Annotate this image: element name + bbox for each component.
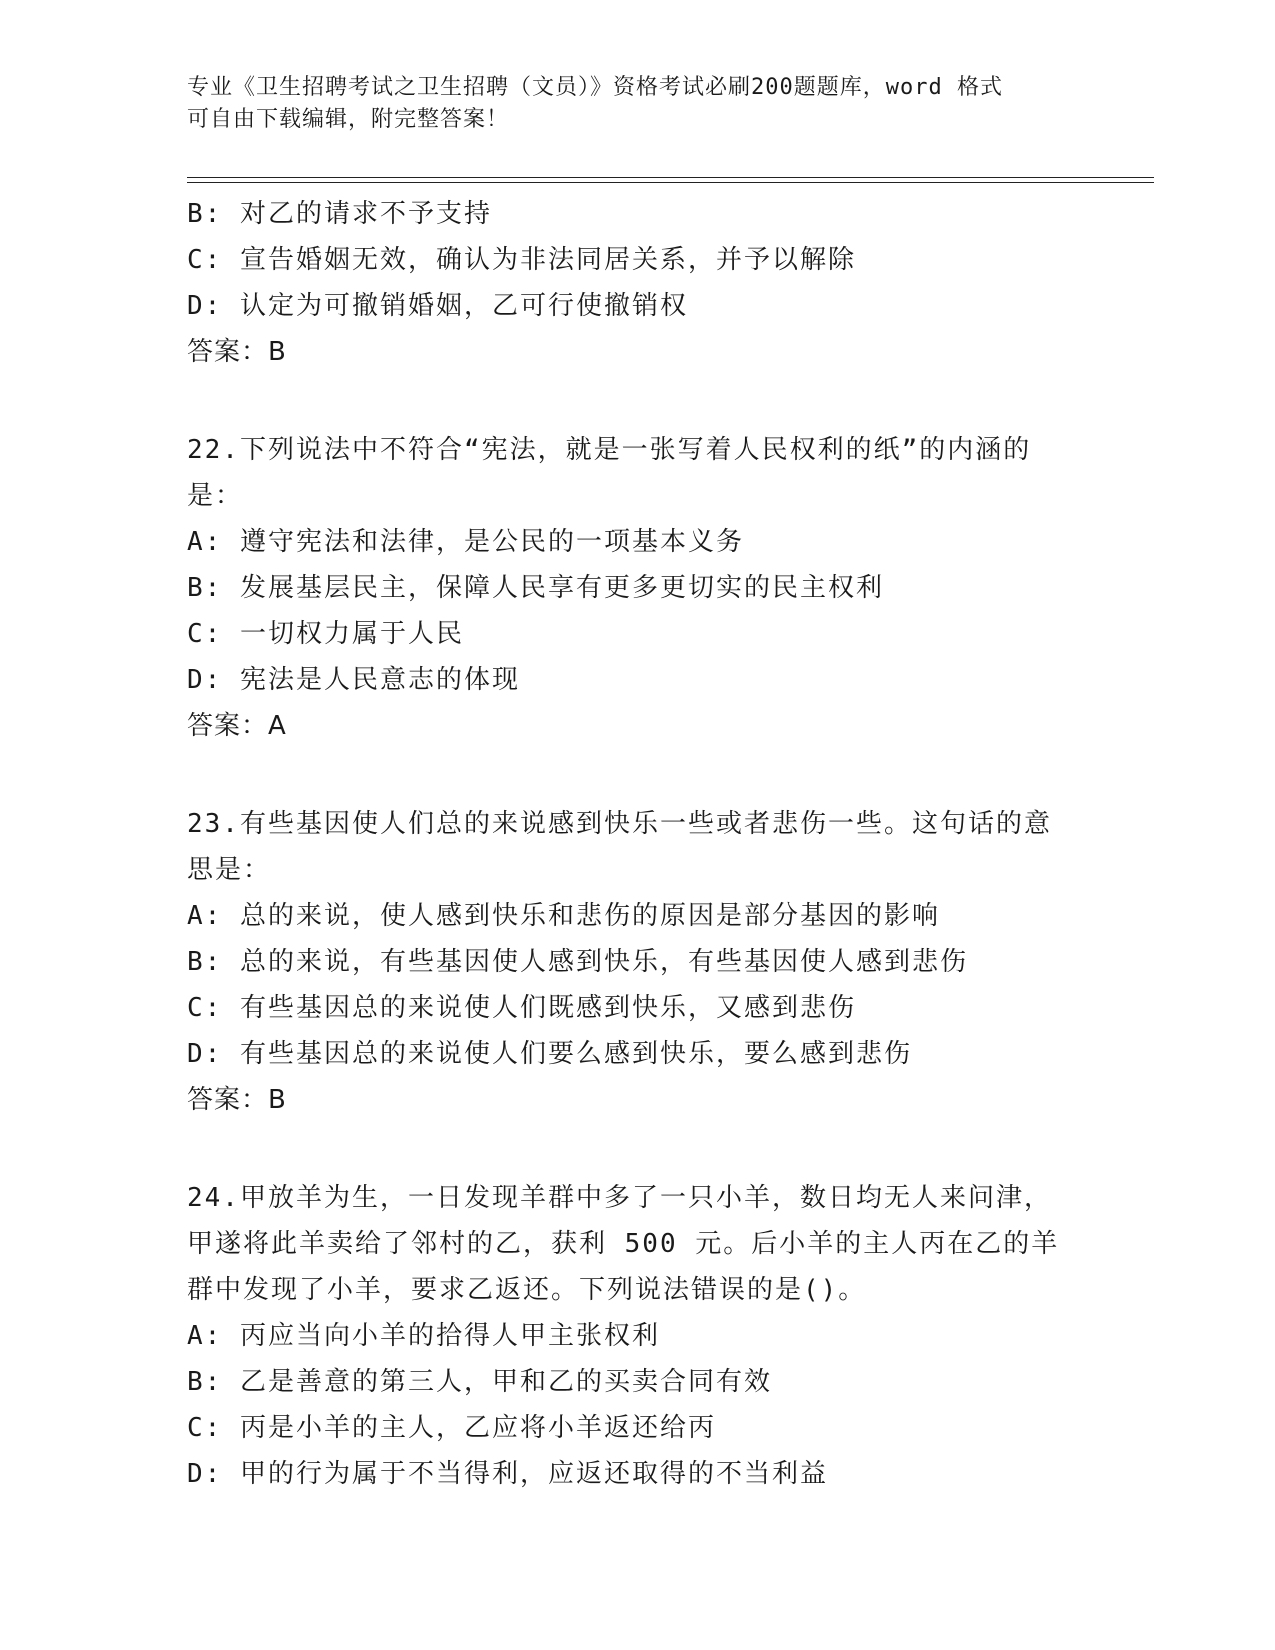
question-block-23 (187, 801, 1087, 1123)
option-d: D: 认定为可撤销婚姻，乙可行使撤销权 (187, 291, 688, 321)
option-c: C: 宣告婚姻无效，确认为非法同居关系，并予以解除 (187, 245, 856, 275)
question-text-line: 24.甲放羊为生，一日发现羊群中多了一只小羊，数日均无人来问津， (187, 1183, 1052, 1213)
option-b: B: 总的来说，有些基因使人感到快乐，有些基因使人感到悲伤 (187, 947, 968, 977)
spacer (187, 375, 1087, 427)
question-text-line: 22.下列说法中不符合“宪法，就是一张写着人民权利的纸”的内涵的 (187, 435, 1032, 465)
spacer (187, 749, 1087, 801)
option-a: A: 遵守宪法和法律，是公民的一项基本义务 (187, 527, 744, 557)
question-block-22 (187, 427, 1087, 749)
option-a: A: 丙应当向小羊的拾得人甲主张权利 (187, 1321, 660, 1351)
header-rule-top (187, 177, 1154, 178)
option-b: B: 对乙的请求不予支持 (187, 199, 492, 229)
header-title-line-1: 专业《卫生招聘考试之卫生招聘（文员）》资格考试必刷200题题库，word 格式 (187, 75, 1003, 100)
answer-line: 答案：B (187, 337, 287, 367)
question-content (187, 191, 1087, 1497)
spacer (187, 1123, 1087, 1175)
option-c: C: 一切权力属于人民 (187, 619, 464, 649)
question-text-line: 思是： (187, 855, 272, 885)
answer-line: 答案：A (187, 711, 287, 741)
header-rule-bottom (187, 182, 1154, 183)
answer-line: 答案：B (187, 1085, 287, 1115)
option-d: D: 宪法是人民意志的体现 (187, 665, 520, 695)
document-header (187, 72, 1067, 136)
option-c: C: 丙是小羊的主人，乙应将小羊返还给丙 (187, 1413, 716, 1443)
question-block-24 (187, 1175, 1087, 1497)
carryover-block (187, 191, 1087, 375)
option-d: D: 甲的行为属于不当得利，应返还取得的不当利益 (187, 1459, 828, 1489)
option-b: B: 乙是善意的第三人，甲和乙的买卖合同有效 (187, 1367, 772, 1397)
option-d: D: 有些基因总的来说使人们要么感到快乐，要么感到悲伤 (187, 1039, 912, 1069)
question-text-line: 群中发现了小羊，要求乙返还。下列说法错误的是()。 (187, 1275, 867, 1305)
option-c: C: 有些基因总的来说使人们既感到快乐，又感到悲伤 (187, 993, 856, 1023)
option-a: A: 总的来说，使人感到快乐和悲伤的原因是部分基因的影响 (187, 901, 940, 931)
option-b: B: 发展基层民主，保障人民享有更多更切实的民主权利 (187, 573, 884, 603)
question-text-line: 是： (187, 481, 244, 511)
question-text-line: 甲遂将此羊卖给了邻村的乙，获利 500 元。后小羊的主人丙在乙的羊 (187, 1229, 1060, 1259)
question-text-line: 23.有些基因使人们总的来说感到快乐一些或者悲伤一些。这句话的意 (187, 809, 1052, 839)
header-title-line-2: 可自由下载编辑，附完整答案！ (187, 107, 510, 132)
